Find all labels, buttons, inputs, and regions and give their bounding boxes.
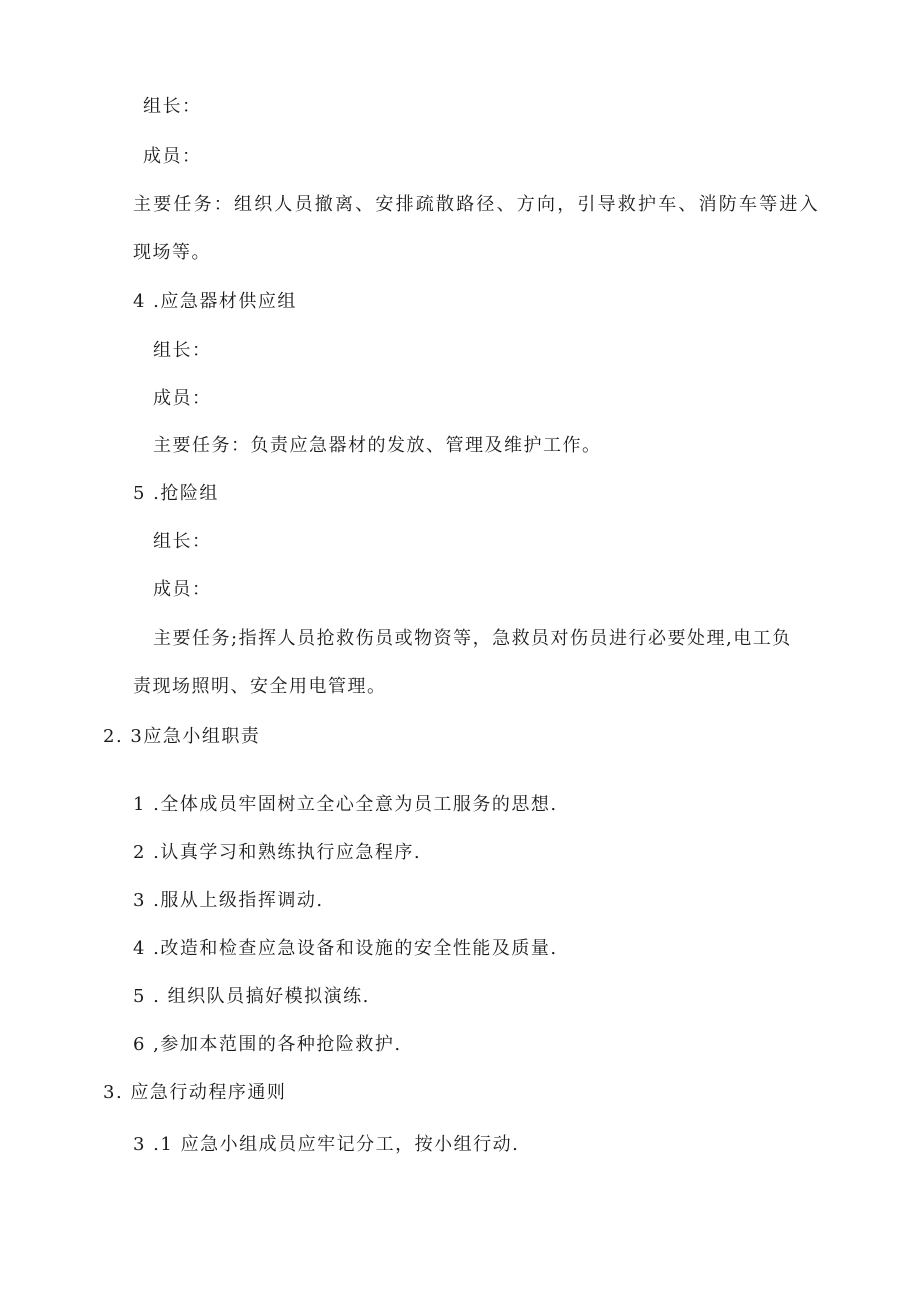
- duty-item-1: 1 .全体成员牢固树立全心全意为员工服务的思想.: [133, 794, 558, 815]
- evacuation-group-members-label: 成员：: [143, 146, 202, 167]
- duty-item-5: 5 . 组织队员搞好模拟演练.: [133, 986, 370, 1007]
- duty-item-3: 3 .服从上级指挥调动.: [133, 890, 324, 911]
- evacuation-group-task-text: 主要任务：组织人员撤离、安排疏散路径、方向，引导救护车、消防车等进入: [133, 194, 820, 215]
- equipment-group-task-text: 主要任务：负责应急器材的发放、管理及维护工作。: [153, 435, 602, 456]
- section-heading-equipment-supply-group: 4 .应急器材供应组: [133, 291, 297, 312]
- rescue-group-task-text-cont: 责现场照明、安全用电管理。: [133, 676, 387, 697]
- equipment-group-members-label: 成员：: [153, 388, 212, 409]
- equipment-group-leader-label: 组长：: [153, 340, 212, 361]
- rescue-group-leader-label: 组长：: [153, 531, 212, 552]
- duty-item-2: 2 .认真学习和熟练执行应急程序.: [133, 842, 422, 863]
- duty-item-6: 6 ,参加本范围的各种抢险救护.: [133, 1034, 402, 1055]
- evacuation-group-task-text-cont: 现场等。: [133, 242, 211, 263]
- duty-item-4: 4 .改造和检查应急设备和设施的安全性能及质量.: [133, 938, 558, 959]
- section-heading-rescue-group: 5 .抢险组: [133, 483, 219, 504]
- rule-item-3-1: 3 .1 应急小组成员应牢记分工，按小组行动.: [133, 1134, 520, 1155]
- rescue-group-members-label: 成员：: [153, 579, 212, 600]
- section-heading-3: 3. 应急行动程序通则: [103, 1082, 287, 1103]
- evacuation-group-leader-label: 组长：: [143, 96, 202, 117]
- section-heading-2-3: 2. 3应急小组职责: [103, 726, 261, 747]
- rescue-group-task-text: 主要任务;指挥人员抢救伤员或物资等，急救员对伤员进行必要处理,电工负: [153, 628, 792, 649]
